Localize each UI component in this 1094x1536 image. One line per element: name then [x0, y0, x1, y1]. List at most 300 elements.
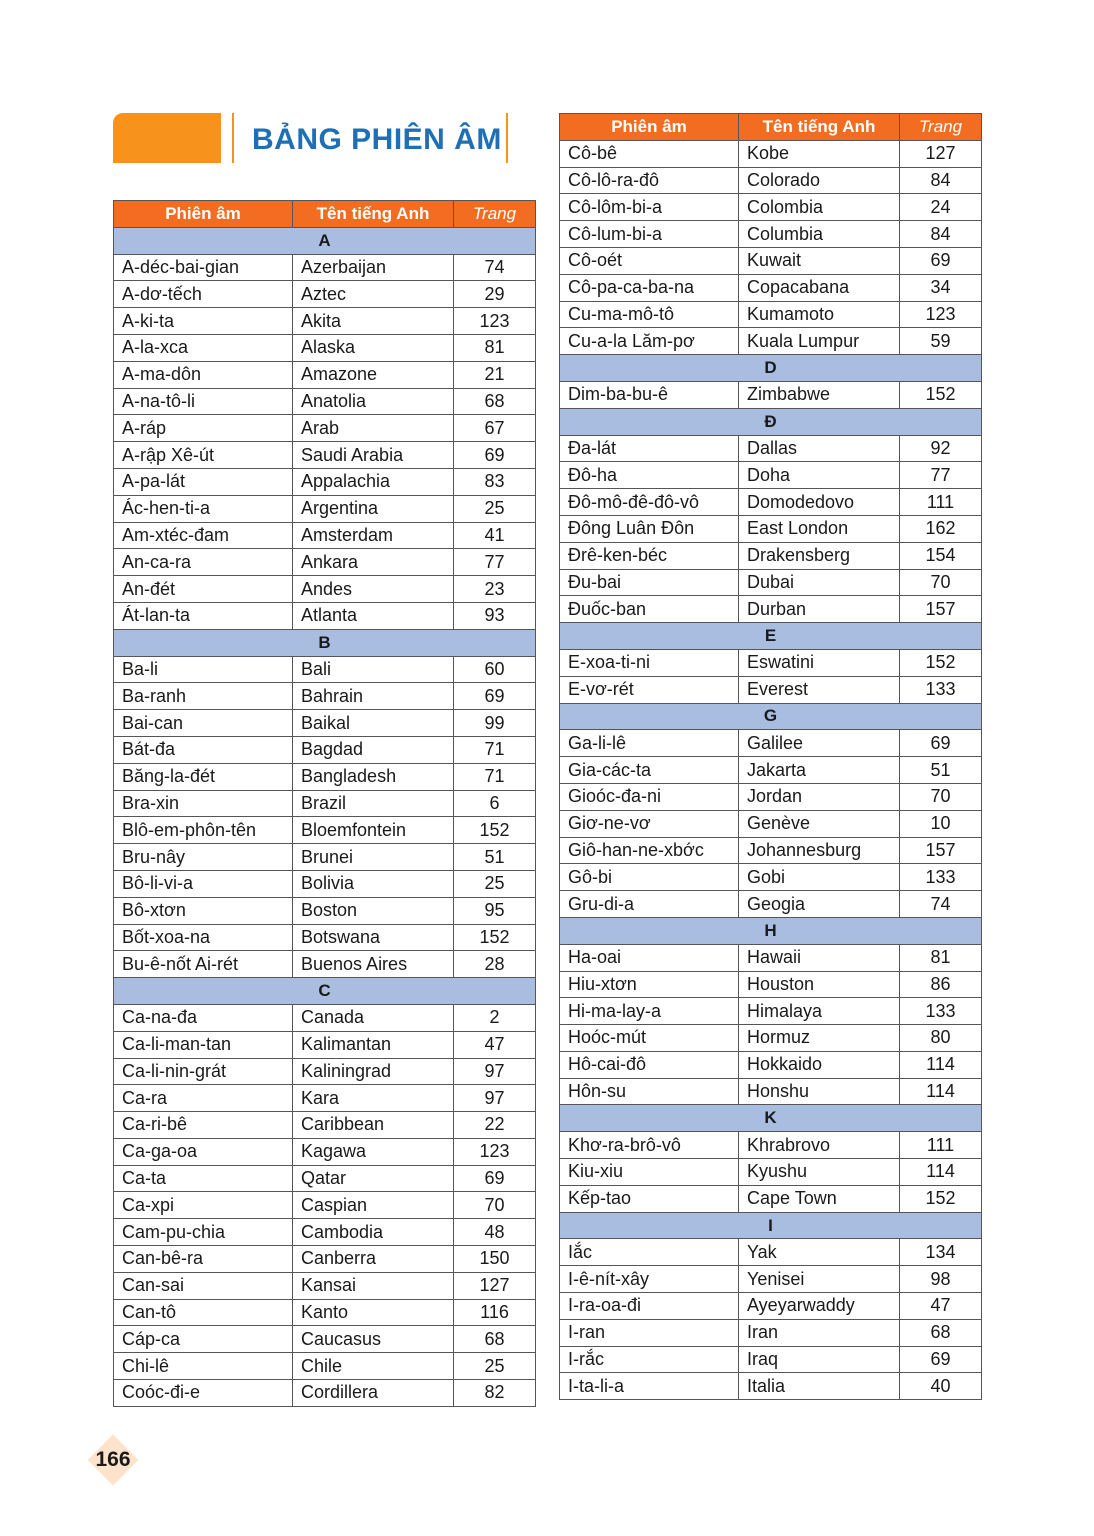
cell-phonetic: Ga-li-lê [560, 730, 739, 757]
cell-phonetic: Hoóc-mút [560, 1025, 739, 1052]
cell-english: Copacabana [739, 274, 900, 301]
cell-page: 25 [454, 495, 536, 522]
cell-page: 93 [454, 602, 536, 629]
table-row [114, 1219, 536, 1246]
cell-phonetic: Blô-em-phôn-tên [114, 817, 293, 844]
cell-english: Alaska [293, 334, 454, 361]
cell-phonetic: An-ca-ra [114, 549, 293, 576]
cell-page: 25 [454, 1353, 536, 1380]
cell-english: Zimbabwe [739, 381, 900, 408]
cell-english: Ayeyarwaddy [739, 1293, 900, 1320]
cell-phonetic: Can-bê-ra [114, 1246, 293, 1273]
cell-english: Kyushu [739, 1159, 900, 1186]
table-row [114, 1380, 536, 1407]
table-row [114, 897, 536, 924]
cell-page: 48 [454, 1219, 536, 1246]
cell-english: Cambodia [293, 1219, 454, 1246]
cell-page: 71 [454, 763, 536, 790]
cell-english: Kalimantan [293, 1031, 454, 1058]
cell-phonetic: Khơ-ra-brô-vô [560, 1132, 739, 1159]
cell-english: Kagawa [293, 1138, 454, 1165]
cell-english: Kansai [293, 1272, 454, 1299]
cell-english: Botswana [293, 924, 454, 951]
cell-page: 152 [900, 649, 982, 676]
cell-page: 81 [454, 334, 536, 361]
cell-phonetic: Chi-lê [114, 1353, 293, 1380]
cell-page: 154 [900, 542, 982, 569]
table-row [114, 442, 536, 469]
cell-phonetic: Ác-hen-ti-a [114, 495, 293, 522]
cell-english: Baikal [293, 710, 454, 737]
table-row [114, 1299, 536, 1326]
phonetic-table-right [559, 113, 982, 1400]
cell-page: 152 [900, 381, 982, 408]
cell-english: Geogia [739, 891, 900, 918]
table-row [560, 274, 982, 301]
cell-phonetic: I-ê-nít-xây [560, 1266, 739, 1293]
cell-phonetic: I-ran [560, 1319, 739, 1346]
cell-page: 133 [900, 676, 982, 703]
cell-english: Kuwait [739, 247, 900, 274]
table-row [114, 549, 536, 576]
table-row [560, 381, 982, 408]
cell-phonetic: A-déc-bai-gian [114, 254, 293, 281]
cell-english: Khrabrovo [739, 1132, 900, 1159]
cell-phonetic: Hô-cai-đô [560, 1051, 739, 1078]
cell-english: Johannesburg [739, 837, 900, 864]
cell-phonetic: E-xoa-ti-ni [560, 649, 739, 676]
cell-phonetic: Ca-li-nin-grát [114, 1058, 293, 1085]
table-row [560, 489, 982, 516]
section-row [114, 227, 536, 254]
cell-english: Honshu [739, 1078, 900, 1105]
cell-english: Boston [293, 897, 454, 924]
cell-phonetic: A-na-tô-li [114, 388, 293, 415]
cell-english: Yak [739, 1239, 900, 1266]
cell-page: 70 [900, 569, 982, 596]
cell-english: Houston [739, 971, 900, 998]
table-row [560, 1266, 982, 1293]
cell-phonetic: Bai-can [114, 710, 293, 737]
cell-phonetic: Hi-ma-lay-a [560, 998, 739, 1025]
cell-page: 60 [454, 656, 536, 683]
table-row [560, 435, 982, 462]
cell-english: Bali [293, 656, 454, 683]
cell-phonetic: A-ráp [114, 415, 293, 442]
table-row [114, 1112, 536, 1139]
table-row [560, 221, 982, 248]
section-letter: G [560, 703, 982, 730]
table-row [114, 495, 536, 522]
title-tab-decoration [113, 113, 221, 163]
cell-page: 134 [900, 1239, 982, 1266]
table-row [560, 167, 982, 194]
cell-page: 69 [454, 1165, 536, 1192]
cell-english: Bagdad [293, 736, 454, 763]
cell-page: 157 [900, 837, 982, 864]
cell-phonetic: Dim-ba-bu-ê [560, 381, 739, 408]
cell-english: Appalachia [293, 468, 454, 495]
cell-phonetic: Ca-li-man-tan [114, 1031, 293, 1058]
page-number: 166 [95, 1448, 131, 1471]
table-row [560, 569, 982, 596]
cell-english: Hormuz [739, 1025, 900, 1052]
cell-english: Iran [739, 1319, 900, 1346]
table-row [560, 1132, 982, 1159]
table-row [560, 247, 982, 274]
table-row [114, 1165, 536, 1192]
cell-phonetic: A-dơ-tếch [114, 281, 293, 308]
cell-page: 127 [900, 140, 982, 167]
cell-page: 123 [900, 301, 982, 328]
cell-english: Durban [739, 596, 900, 623]
table-row [560, 542, 982, 569]
cell-english: Colombia [739, 194, 900, 221]
table-row [560, 810, 982, 837]
table-row [114, 334, 536, 361]
cell-phonetic: I-ta-li-a [560, 1373, 739, 1400]
cell-phonetic: Bru-nây [114, 844, 293, 871]
table-row [114, 602, 536, 629]
cell-phonetic: Cô-bê [560, 140, 739, 167]
cell-page: 92 [900, 435, 982, 462]
cell-page: 83 [454, 468, 536, 495]
cell-page: 10 [900, 810, 982, 837]
cell-phonetic: Đô-ha [560, 462, 739, 489]
cell-phonetic: Đrê-ken-béc [560, 542, 739, 569]
section-row [560, 1105, 982, 1132]
cell-english: Iraq [739, 1346, 900, 1373]
section-row [560, 1212, 982, 1239]
cell-english: Caribbean [293, 1112, 454, 1139]
table-row [114, 1192, 536, 1219]
cell-phonetic: I-ra-oa-đi [560, 1293, 739, 1320]
table-header-row [560, 114, 982, 141]
cell-english: Jakarta [739, 757, 900, 784]
table-row [560, 301, 982, 328]
section-row [560, 355, 982, 382]
cell-page: 114 [900, 1078, 982, 1105]
cell-page: 133 [900, 864, 982, 891]
cell-english: Bangladesh [293, 763, 454, 790]
cell-phonetic: Ba-li [114, 656, 293, 683]
cell-phonetic: A-la-xca [114, 334, 293, 361]
cell-page: 68 [900, 1319, 982, 1346]
cell-phonetic: Ca-ra [114, 1085, 293, 1112]
table-row [114, 522, 536, 549]
cell-page: 127 [454, 1272, 536, 1299]
section-row [114, 978, 536, 1005]
cell-english: Brazil [293, 790, 454, 817]
section-row [560, 408, 982, 435]
cell-page: 77 [900, 462, 982, 489]
cell-page: 95 [454, 897, 536, 924]
cell-page: 111 [900, 489, 982, 516]
cell-phonetic: Cô-pa-ca-ba-na [560, 274, 739, 301]
cell-page: 150 [454, 1246, 536, 1273]
cell-page: 40 [900, 1373, 982, 1400]
cell-page: 2 [454, 1004, 536, 1031]
cell-phonetic: I-rắc [560, 1346, 739, 1373]
cell-english: Amazone [293, 361, 454, 388]
cell-page: 70 [900, 783, 982, 810]
cell-phonetic: A-ma-dôn [114, 361, 293, 388]
cell-english: Bloemfontein [293, 817, 454, 844]
table-row [114, 468, 536, 495]
section-letter: C [114, 978, 536, 1005]
table-row [114, 1138, 536, 1165]
cell-page: 41 [454, 522, 536, 549]
cell-page: 111 [900, 1132, 982, 1159]
table-row [114, 254, 536, 281]
cell-page: 28 [454, 951, 536, 978]
section-row [560, 623, 982, 650]
cell-page: 22 [454, 1112, 536, 1139]
table-row [114, 736, 536, 763]
title-divider-left [232, 113, 234, 163]
table-row [560, 194, 982, 221]
table-row [560, 1319, 982, 1346]
table-row [560, 462, 982, 489]
table-row [114, 817, 536, 844]
cell-page: 34 [900, 274, 982, 301]
table-row [114, 870, 536, 897]
cell-page: 82 [454, 1380, 536, 1407]
cell-phonetic: Cu-ma-mô-tô [560, 301, 739, 328]
cell-english: Buenos Aires [293, 951, 454, 978]
cell-page: 59 [900, 328, 982, 355]
cell-phonetic: Bra-xin [114, 790, 293, 817]
cell-english: Kanto [293, 1299, 454, 1326]
section-letter: I [560, 1212, 982, 1239]
cell-phonetic: Hôn-su [560, 1078, 739, 1105]
cell-english: Brunei [293, 844, 454, 871]
table-row [560, 864, 982, 891]
cell-page: 29 [454, 281, 536, 308]
cell-page: 152 [454, 817, 536, 844]
cell-english: Canberra [293, 1246, 454, 1273]
cell-phonetic: Giô-han-ne-xbớc [560, 837, 739, 864]
cell-phonetic: A-rập Xê-út [114, 442, 293, 469]
cell-page: 133 [900, 998, 982, 1025]
table-row [114, 710, 536, 737]
section-row [560, 917, 982, 944]
header-phonetic: Phiên âm [114, 201, 293, 228]
cell-english: Bahrain [293, 683, 454, 710]
table-row [114, 656, 536, 683]
cell-english: Qatar [293, 1165, 454, 1192]
table-row [560, 730, 982, 757]
cell-phonetic: Kiu-xiu [560, 1159, 739, 1186]
cell-phonetic: Đu-bai [560, 569, 739, 596]
cell-english: Dallas [739, 435, 900, 462]
table-row [114, 281, 536, 308]
cell-english: Hokkaido [739, 1051, 900, 1078]
cell-page: 81 [900, 944, 982, 971]
cell-phonetic: A-ki-ta [114, 308, 293, 335]
cell-english: Argentina [293, 495, 454, 522]
cell-english: Saudi Arabia [293, 442, 454, 469]
section-letter: A [114, 227, 536, 254]
cell-phonetic: Cáp-ca [114, 1326, 293, 1353]
cell-page: 123 [454, 308, 536, 335]
cell-english: Himalaya [739, 998, 900, 1025]
cell-phonetic: Ca-ga-oa [114, 1138, 293, 1165]
table-row [114, 388, 536, 415]
table-row [560, 1078, 982, 1105]
cell-english: Canada [293, 1004, 454, 1031]
cell-phonetic: E-vơ-rét [560, 676, 739, 703]
table-header-row [114, 201, 536, 228]
section-letter: K [560, 1105, 982, 1132]
cell-english: Bolivia [293, 870, 454, 897]
cell-english: Colorado [739, 167, 900, 194]
cell-phonetic: Ca-ri-bê [114, 1112, 293, 1139]
cell-english: Gobi [739, 864, 900, 891]
cell-phonetic: Ca-ta [114, 1165, 293, 1192]
cell-phonetic: An-đét [114, 576, 293, 603]
header-page: Trang [454, 201, 536, 228]
table-row [560, 649, 982, 676]
cell-english: Jordan [739, 783, 900, 810]
cell-english: Caspian [293, 1192, 454, 1219]
cell-english: Everest [739, 676, 900, 703]
cell-phonetic: Gioóc-đa-ni [560, 783, 739, 810]
header-page: Trang [900, 114, 982, 141]
cell-page: 98 [900, 1266, 982, 1293]
section-letter: B [114, 629, 536, 656]
cell-page: 123 [454, 1138, 536, 1165]
cell-page: 69 [900, 247, 982, 274]
cell-page: 97 [454, 1085, 536, 1112]
section-letter: D [560, 355, 982, 382]
table-row [114, 1246, 536, 1273]
cell-phonetic: Can-sai [114, 1272, 293, 1299]
table-row [114, 683, 536, 710]
cell-phonetic: Bô-li-vi-a [114, 870, 293, 897]
cell-phonetic: Ca-xpi [114, 1192, 293, 1219]
cell-english: Azerbaijan [293, 254, 454, 281]
cell-phonetic: Bốt-xoa-na [114, 924, 293, 951]
cell-phonetic: Ha-oai [560, 944, 739, 971]
table-row [114, 1353, 536, 1380]
cell-english: Dubai [739, 569, 900, 596]
table-row [560, 676, 982, 703]
cell-english: Ankara [293, 549, 454, 576]
cell-page: 84 [900, 221, 982, 248]
cell-english: Atlanta [293, 602, 454, 629]
table-row [114, 844, 536, 871]
cell-phonetic: Kếp-tao [560, 1185, 739, 1212]
cell-english: Chile [293, 1353, 454, 1380]
cell-phonetic: Gia-các-ta [560, 757, 739, 784]
table-row [560, 596, 982, 623]
cell-page: 74 [900, 891, 982, 918]
table-row [560, 837, 982, 864]
cell-page: 116 [454, 1299, 536, 1326]
cell-page: 23 [454, 576, 536, 603]
section-letter: Đ [560, 408, 982, 435]
cell-phonetic: Ba-ranh [114, 683, 293, 710]
page-number-badge [87, 1438, 139, 1482]
cell-phonetic: Đông Luân Đôn [560, 515, 739, 542]
cell-page: 6 [454, 790, 536, 817]
cell-phonetic: Át-lan-ta [114, 602, 293, 629]
cell-phonetic: Ca-na-đa [114, 1004, 293, 1031]
title-divider-right [506, 113, 508, 163]
cell-phonetic: Hiu-xtơn [560, 971, 739, 998]
cell-page: 69 [454, 442, 536, 469]
table-row [560, 944, 982, 971]
cell-page: 68 [454, 1326, 536, 1353]
cell-page: 162 [900, 515, 982, 542]
cell-page: 69 [900, 730, 982, 757]
cell-english: Aztec [293, 281, 454, 308]
cell-phonetic: Cô-lôm-bi-a [560, 194, 739, 221]
table-row [560, 1293, 982, 1320]
cell-phonetic: Đuốc-ban [560, 596, 739, 623]
cell-page: 47 [454, 1031, 536, 1058]
table-row [114, 790, 536, 817]
cell-page: 69 [900, 1346, 982, 1373]
cell-page: 21 [454, 361, 536, 388]
cell-english: East London [739, 515, 900, 542]
table-row [114, 1326, 536, 1353]
cell-english: Kobe [739, 140, 900, 167]
cell-page: 99 [454, 710, 536, 737]
cell-page: 71 [454, 736, 536, 763]
cell-phonetic: Cu-a-la Lăm-pơ [560, 328, 739, 355]
cell-english: Italia [739, 1373, 900, 1400]
cell-page: 51 [900, 757, 982, 784]
table-row [114, 1272, 536, 1299]
table-row [560, 971, 982, 998]
table-row [114, 924, 536, 951]
table-row [560, 1346, 982, 1373]
cell-page: 84 [900, 167, 982, 194]
cell-english: Amsterdam [293, 522, 454, 549]
cell-english: Cape Town [739, 1185, 900, 1212]
cell-english: Hawaii [739, 944, 900, 971]
cell-phonetic: Cô-lum-bi-a [560, 221, 739, 248]
cell-english: Arab [293, 415, 454, 442]
header-english: Tên tiếng Anh [293, 201, 454, 228]
cell-phonetic: Đa-lát [560, 435, 739, 462]
table-row [560, 1185, 982, 1212]
cell-phonetic: Đô-mô-đê-đô-vô [560, 489, 739, 516]
cell-english: Yenisei [739, 1266, 900, 1293]
cell-page: 69 [454, 683, 536, 710]
cell-page: 25 [454, 870, 536, 897]
cell-page: 51 [454, 844, 536, 871]
cell-page: 86 [900, 971, 982, 998]
cell-phonetic: Băng-la-đét [114, 763, 293, 790]
cell-english: Genève [739, 810, 900, 837]
page-title: BẢNG PHIÊN ÂM [252, 123, 502, 156]
section-row [114, 629, 536, 656]
cell-phonetic: Giơ-ne-vơ [560, 810, 739, 837]
cell-page: 114 [900, 1159, 982, 1186]
cell-english: Galilee [739, 730, 900, 757]
section-letter: E [560, 623, 982, 650]
cell-page: 67 [454, 415, 536, 442]
cell-phonetic: Am-xtéc-đam [114, 522, 293, 549]
cell-english: Andes [293, 576, 454, 603]
cell-phonetic: A-pa-lát [114, 468, 293, 495]
cell-page: 77 [454, 549, 536, 576]
table-row [114, 1085, 536, 1112]
table-row [114, 415, 536, 442]
